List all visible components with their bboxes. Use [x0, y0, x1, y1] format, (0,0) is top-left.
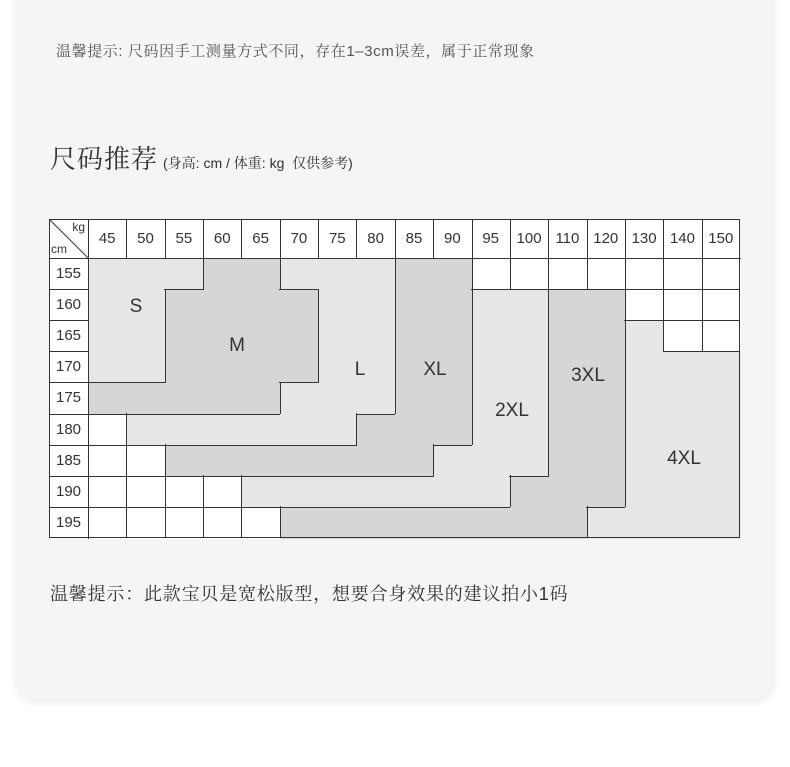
height-row-cell: 190 — [55, 482, 82, 500]
measurement-notice: 温馨提示: 尺码因手工测量方式不同，存在1–3cm误差，属于正常现象 — [56, 43, 535, 60]
page-subtitle: (身高: cm / 体重: kg 仅供参考) — [163, 155, 353, 171]
size-label-4xl: 4XL — [667, 448, 701, 469]
size-label-l: L — [354, 359, 366, 380]
fit-notice: 温馨提示：此款宝贝是宽松版型，想要合身效果的建议拍小1码 — [50, 584, 569, 604]
weight-header-cell: 130 — [631, 230, 657, 247]
weight-header-cell: 50 — [137, 230, 154, 247]
table-border — [49, 219, 740, 538]
weight-header-cell: 65 — [252, 230, 269, 247]
weight-unit-label: kg — [72, 220, 85, 234]
weight-header-cell: 85 — [405, 230, 423, 247]
size-label-m: M — [229, 335, 245, 356]
weight-header-cell: 90 — [444, 230, 461, 247]
height-row-cell: 195 — [55, 513, 82, 531]
weight-header-cell: 150 — [708, 230, 734, 247]
weight-header-cell: 55 — [175, 230, 193, 247]
height-row-cell: 155 — [55, 265, 82, 283]
weight-header-cell: 140 — [669, 230, 695, 247]
height-row-cell: 180 — [55, 420, 82, 438]
height-row-cell: 160 — [55, 296, 82, 314]
weight-header-cell: 80 — [367, 230, 384, 247]
height-row-cell: 185 — [55, 451, 82, 469]
height-row-cell: 175 — [55, 389, 82, 407]
height-row-cell: 170 — [55, 358, 82, 376]
weight-header-cell: 75 — [328, 230, 346, 247]
weight-header-cell: 100 — [516, 230, 542, 247]
size-label-3xl: 3XL — [571, 365, 605, 386]
height-row-cell: 165 — [55, 327, 82, 345]
size-label-2xl: 2XL — [495, 400, 529, 421]
weight-header-cell: 60 — [213, 230, 231, 247]
size-label-s: S — [129, 296, 143, 317]
weight-header-cell: 110 — [555, 230, 580, 247]
weight-header-cell: 70 — [290, 230, 308, 247]
weight-header-cell: 120 — [593, 230, 619, 247]
page-title: 尺码推荐 — [50, 144, 159, 174]
size-label-xl: XL — [423, 359, 447, 380]
weight-header-cell: 45 — [98, 230, 116, 247]
height-unit-label: cm — [51, 242, 67, 256]
weight-header-cell: 95 — [482, 230, 500, 247]
